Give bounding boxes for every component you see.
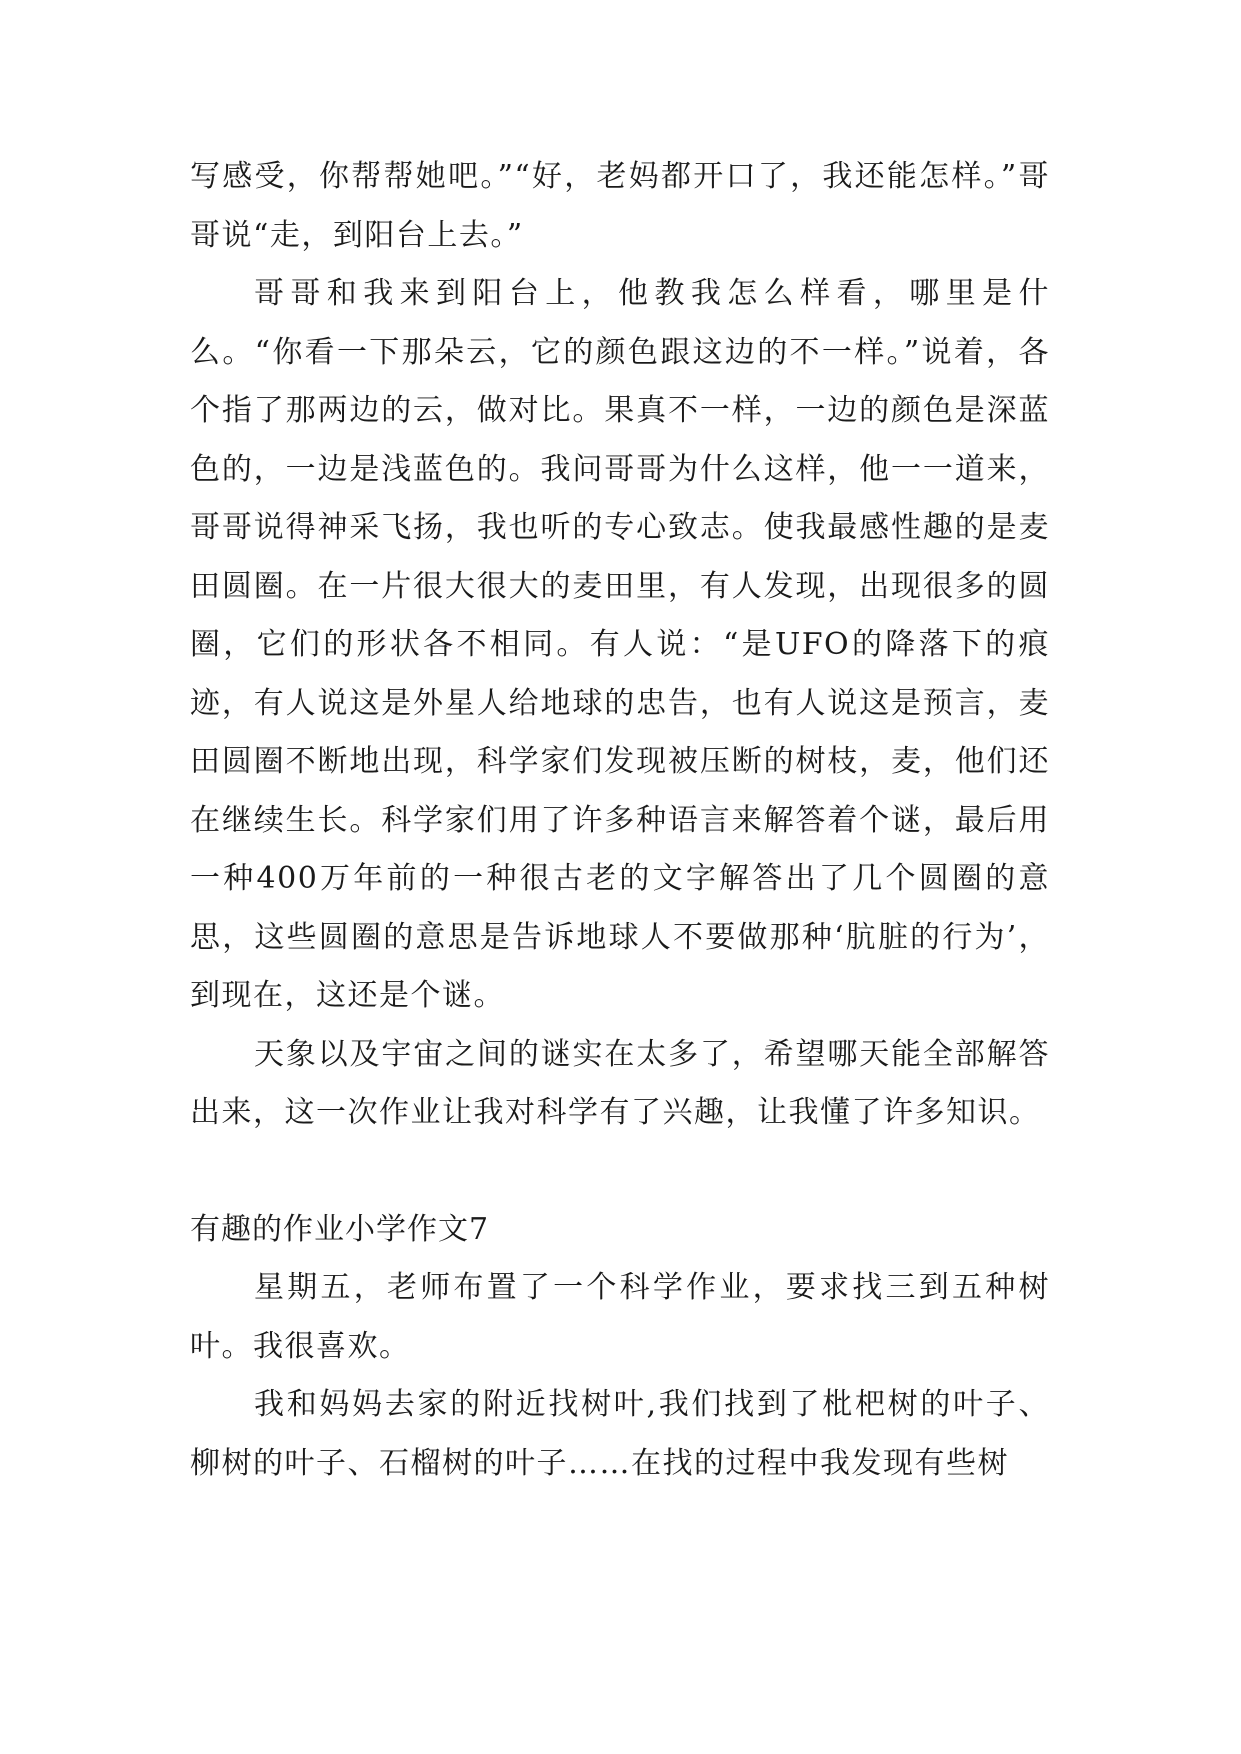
paragraph-balcony: 哥哥和我来到阳台上，他教我怎么样看，哪里是什么。“你看一下那朵云，它的颜色跟这边的不一样。”说着，各个指了那两边的云，做对比。果真不一样，一边的颜色是深蓝色的，一边是浅蓝色的。我问哥哥为什么这样，他一一道来，哥哥说得神采飞扬，我也听的专心致志。使我最感性趣的是麦田圆圈。在一片很大很大的麦田里，有人发现，出现很多的圆圈，它们的形状各不相同。有人说：“是UFO的降落下的痕迹，有人说这是外星人给地球的忠告，也有人说这是预言，麦田圆圈不断地出现，科学家们发现被压断的树枝，麦，他们还在继续生长。科学家们用了许多种语言来解答着个谜，最后用一种400万年前的一种很古老的文字解答出了几个圆圈的意思，这些圆圈的意思是告诉地球人不要做那种‘肮脏的行为’，到现在，这还是个谜。 <box>190 276 1050 1013</box>
paragraph-leaf-search: 我和妈妈去家的附近找树叶,我们找到了枇杷树的叶子、柳树的叶子、石榴树的叶子……在找的过程中我发现有些树 <box>190 1387 1050 1481</box>
section-title: 有趣的作业小学作文7 <box>190 1211 490 1247</box>
paragraph-homework-intro: 星期五，老师布置了一个科学作业，要求找三到五种树叶。我很喜欢。 <box>190 1270 1050 1364</box>
document-body <box>190 148 1050 1493</box>
paragraph-conclusion: 天象以及宇宙之间的谜实在太多了，希望哪天能全部解答出来，这一次作业让我对科学有了兴趣，让我懂了许多知识。 <box>190 1036 1050 1130</box>
paragraph-continued: 写感受，你帮帮她吧。”“好，老妈都开口了，我还能怎样。”哥哥说“走，到阳台上去。” <box>190 159 1050 253</box>
